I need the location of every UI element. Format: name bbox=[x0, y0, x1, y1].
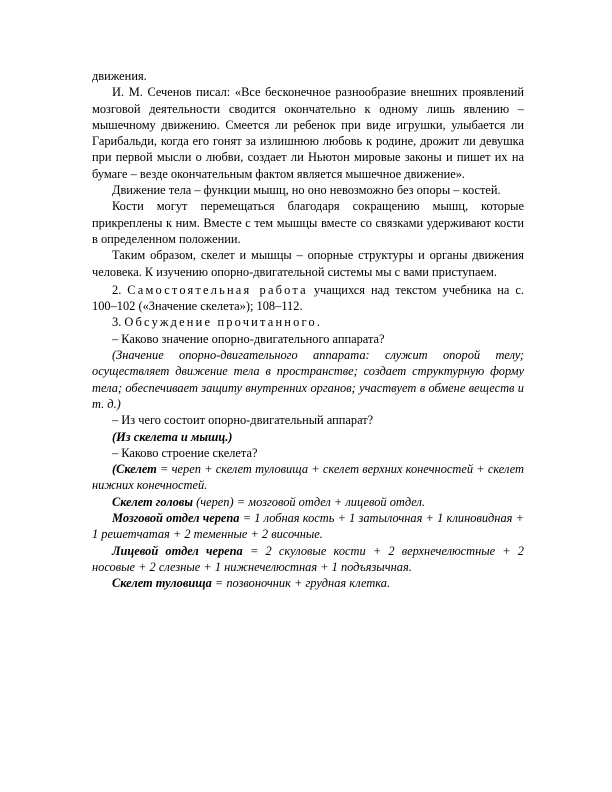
paragraph-bones-muscles: Кости могут перемещаться благодаря сокращению мышц, которые прикреплены к ним. Вместе с тем мышцы вместе со связками удерживают кости в определенном положении. bbox=[92, 199, 524, 246]
task-2-text: учащихся над текстом учебника на с. 100–102 («Значение скелета»); 108–112. bbox=[92, 282, 524, 314]
cranial-definition: = 1 лобная кость + 1 затылочная + 1 клиновидная + 1 решетчатая + 2 теменные + 2 височные. bbox=[92, 511, 524, 542]
cranial-term: Мозговой отдел черепа bbox=[112, 511, 240, 526]
facial-definition: = 2 скуловые кости + 2 верхнечелюстные + 2 носовые + 2 слезные + 1 нижнечелюстная + 1 подъязычная. bbox=[92, 543, 525, 574]
question-2: – Из чего состоит опорно-двигательный аппарат? bbox=[112, 413, 374, 428]
paragraph-continuation: движения. bbox=[92, 69, 147, 83]
answer-1: (Значение опорно-двигательного аппарата: служит опорой телу; осуществляет движение тела в пространстве; создает структурную форму тела; обеспечивает защиту внутренних органов; участвует в обмене веществ и т. д.) bbox=[92, 348, 524, 411]
task-3-title: Обсуждение прочитанного. bbox=[124, 315, 323, 330]
trunk-definition: = позвоночник + грудная клетка. bbox=[214, 576, 391, 591]
cranial-line bbox=[92, 510, 524, 543]
task-2-number: 2. bbox=[112, 282, 122, 297]
facial-line bbox=[92, 543, 524, 576]
answer-3-lead: (Скелет bbox=[112, 462, 157, 477]
facial-term: Лицевой отдел черепа bbox=[112, 543, 243, 558]
paragraph-sechenov-quote: И. М. Сеченов писал: «Все бесконечное разнообразие внешних проявлений мозговой деятельности сводится окончательно к одному лишь явлению – мышечному движению. Смеется ли ребенок при виде игрушки, улыбается ли Гарибальди, когда его гонят за излишнюю любовь к родине, дрожит ли девушка при первой мысли о любви, создает ли Ньютон мировые законы и пишет их на бумаге – везде окончательным фактом является мышечное движение». bbox=[92, 85, 524, 181]
answer-2: (Из скелета и мышц.) bbox=[112, 429, 233, 444]
skull-definition: (череп) = мозговой отдел + лицевой отдел. bbox=[196, 494, 425, 509]
question-3: – Каково строение скелета? bbox=[112, 445, 258, 460]
paragraph-body-movement: Движение тела – функции мышц, но оно невозможно без опоры – костей. bbox=[112, 183, 501, 198]
trunk-term: Скелет туловища bbox=[112, 576, 212, 591]
trunk-line bbox=[92, 575, 524, 591]
answer-3-text: = череп + скелет туловища + скелет верхних конечностей + скелет нижних конечностей. bbox=[92, 462, 524, 493]
skull-term: Скелет головы bbox=[112, 494, 193, 509]
question-1: – Каково значение опорно-двигательного аппарата? bbox=[112, 331, 385, 346]
paragraph-task-2 bbox=[92, 282, 524, 315]
task-2-title: Самостоятельная работа bbox=[127, 282, 308, 297]
skull-line bbox=[92, 494, 524, 510]
task-3-number: 3. bbox=[112, 315, 122, 330]
paragraph-task-3 bbox=[92, 314, 524, 330]
answer-3 bbox=[92, 461, 524, 494]
document-body bbox=[92, 68, 524, 592]
paragraph-conclusion: Таким образом, скелет и мышцы – опорные структуры и органы движения человека. К изучению опорно-двигательной системы мы с вами приступаем. bbox=[92, 248, 524, 279]
